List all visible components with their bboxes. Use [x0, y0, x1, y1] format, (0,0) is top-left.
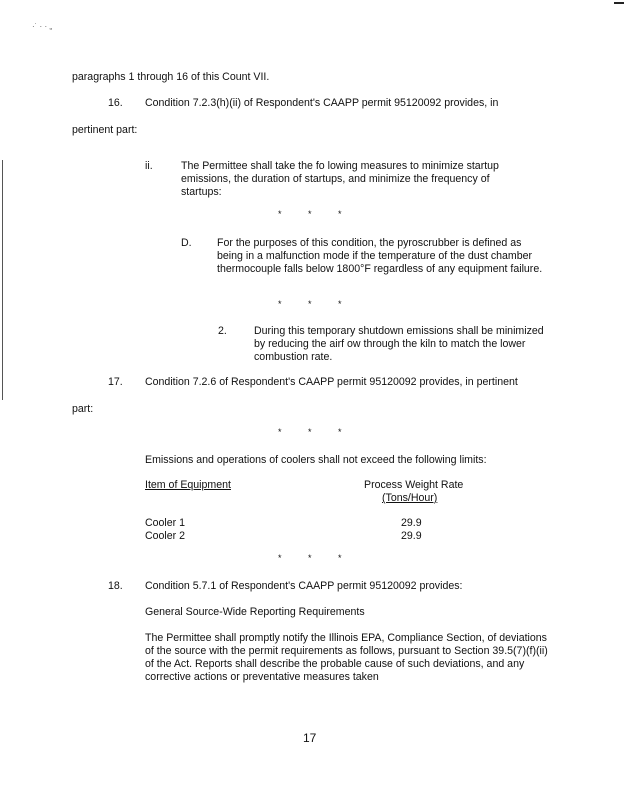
table-col1-header: Item of Equipment [145, 479, 231, 491]
star: * [278, 299, 282, 309]
header-marks: ·˙ · · „ [32, 22, 52, 31]
star: * [308, 209, 312, 219]
para16-text: Condition 7.2.3(h)(ii) of Respondent's CAAPP permit 95120092 provides, in [145, 97, 499, 109]
star: * [278, 553, 282, 563]
star: * [338, 209, 342, 219]
para18-number: 18. [108, 580, 123, 592]
table-row-1-rate: 29.9 [401, 517, 422, 529]
star: * [278, 427, 282, 437]
item-2-label: 2. [218, 325, 227, 337]
para17-text: Condition 7.2.6 of Respondent's CAAPP permit 95120092 provides, in pertinent [145, 376, 518, 388]
para18-text: Condition 5.7.1 of Respondent's CAAPP permit 95120092 provides: [145, 580, 463, 592]
item-d-label: D. [181, 237, 192, 249]
page-number: 17 [303, 731, 317, 745]
para16-continuation: pertinent part: [72, 124, 138, 136]
star: * [338, 299, 342, 309]
para16-number: 16. [108, 97, 123, 109]
table-row-2-item: Cooler 2 [145, 530, 186, 542]
reporting-text: The Permittee shall promptly notify the Illinois EPA, Compliance Section, of deviations of the source with the permit requirements as follows, pursuant to Section 39.5(7)(f)(ii) of the Act. Reports shall describe the probable cause of such deviations, and any corrective actions or preventative measures taken [145, 632, 548, 683]
table-row-1-item: Cooler 1 [145, 517, 186, 529]
item-ii-label: ii. [145, 160, 153, 172]
reporting-heading: General Source-Wide Reporting Requirements [145, 606, 365, 618]
star: * [308, 427, 312, 437]
intro-line: paragraphs 1 through 16 of this Count VII. [72, 71, 270, 83]
scan-mark-left-margin-line [2, 160, 3, 400]
para17-continuation: part: [72, 403, 94, 415]
para17-number: 17. [108, 376, 123, 388]
scan-mark-top-right [614, 2, 624, 4]
star: * [278, 209, 282, 219]
emissions-intro: Emissions and operations of coolers shall not exceed the following limits: [145, 454, 487, 466]
star: * [308, 299, 312, 309]
table-col2-header-line1: Process Weight Rate [364, 479, 464, 491]
item-ii-text: The Permittee shall take the fo lowing measures to minimize startup emissions, the duration of startups, and minimize the frequency of startups: [181, 160, 499, 198]
table-col2-header-line2: (Tons/Hour) [382, 492, 438, 504]
item-2-text: During this temporary shutdown emissions shall be minimized by reducing the airf ow through the kiln to match the lower combustion rate. [254, 325, 544, 363]
star: * [338, 553, 342, 563]
item-d-text: For the purposes of this condition, the pyroscrubber is defined as being in a malfunction mode if the temperature of the dust chamber thermocouple falls below 1800°F regardless of any equipment failure. [217, 237, 543, 275]
table-row-2-rate: 29.9 [401, 530, 422, 542]
star: * [308, 553, 312, 563]
star: * [338, 427, 342, 437]
